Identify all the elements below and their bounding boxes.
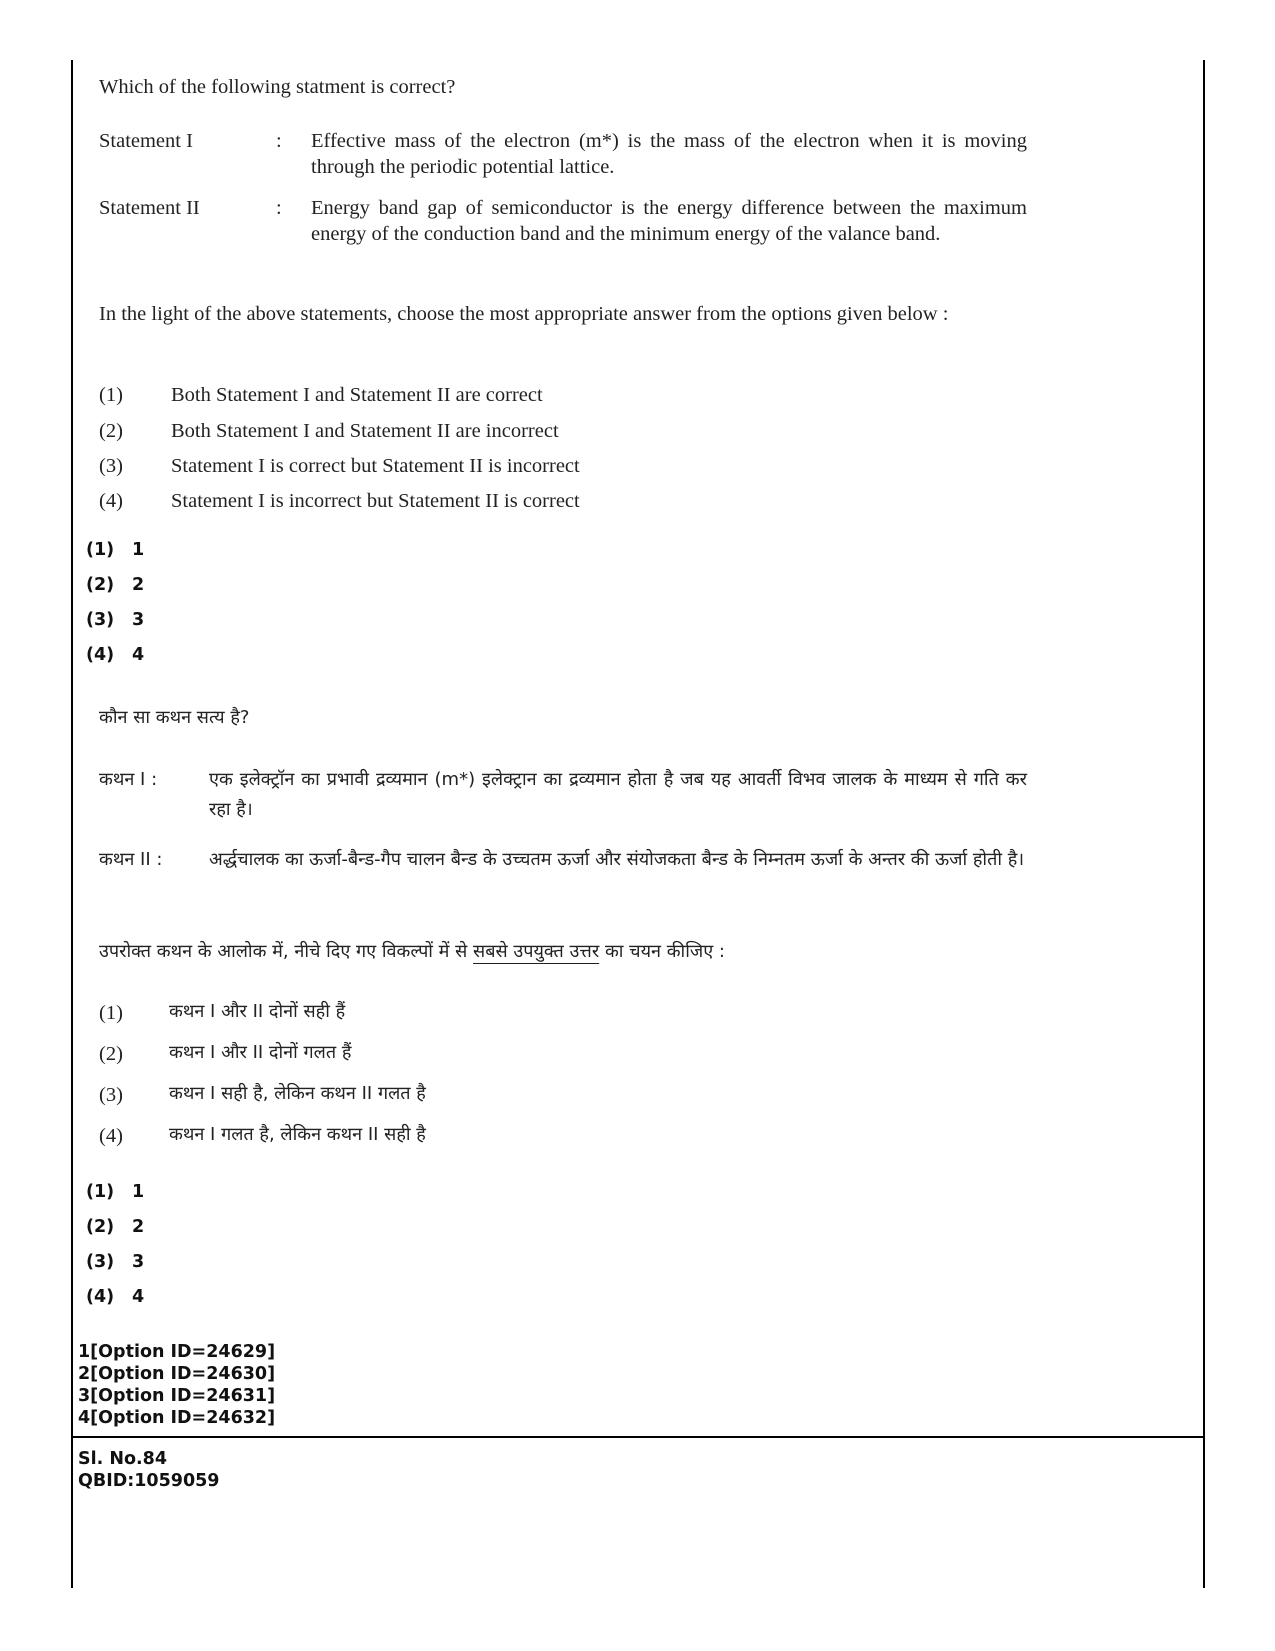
option-number: (2) — [99, 420, 123, 442]
option-text: Statement I is incorrect but Statement II is correct — [171, 490, 580, 512]
option-number: (4) — [99, 1125, 123, 1147]
answer-choice-value: 3 — [132, 610, 145, 630]
answer-choice-number: (4) — [86, 1287, 115, 1307]
statement-1-colon: : — [276, 130, 282, 152]
hindi-statement-2-text: अर्द्धचालक का ऊर्जा-बैन्ड-गैप चालन बैन्ड के उच्चतम ऊर्जा और संयोजकता बैन्ड के निम्नतम ऊर्जा के अन्तर की ऊर्जा होती है। — [209, 849, 1025, 870]
answer-choice-number: (2) — [86, 1217, 115, 1237]
serial-number: Sl. No.84 — [78, 1449, 168, 1469]
answer-choice[interactable] — [86, 645, 144, 665]
answer-choice-number: (2) — [86, 575, 115, 595]
answer-choice[interactable] — [86, 1252, 144, 1272]
answer-choice-value: 4 — [132, 645, 145, 665]
answer-choice[interactable] — [86, 1182, 144, 1202]
statement-2-label: Statement II — [99, 197, 200, 219]
statement-1-label: Statement I — [99, 130, 193, 152]
question-footer — [78, 1448, 220, 1492]
option-id: 1[Option ID=24629] — [78, 1342, 276, 1362]
option-number: (2) — [99, 1043, 123, 1065]
option-text: Statement I is correct but Statement II is incorrect — [171, 455, 580, 477]
hindi-statement-1-label: कथन I : — [99, 769, 158, 790]
english-question: Which of the following statment is correct? — [99, 76, 456, 98]
option-text: कथन I और II दोनों सही हैं — [169, 1001, 346, 1022]
hindi-statement-2-label: कथन II : — [99, 849, 163, 870]
answer-choice[interactable] — [86, 1217, 144, 1237]
option-number: (3) — [99, 455, 123, 477]
answer-choice-number: (3) — [86, 1252, 115, 1272]
option-id-list — [78, 1341, 275, 1429]
option-number: (1) — [99, 384, 123, 406]
hindi-instruction-post: का चयन कीजिए : — [599, 941, 725, 962]
hindi-instruction-underlined: सबसे उपयुक्त उत्तर — [473, 941, 600, 962]
question-bank-id: QBID:1059059 — [78, 1471, 220, 1491]
answer-choice-number: (3) — [86, 610, 115, 630]
statement-1-text: Effective mass of the electron (m*) is the mass of the electron when it is moving through the periodic potential lattice. — [311, 130, 1027, 178]
statement-2-colon: : — [276, 197, 282, 219]
section-divider — [71, 1436, 1205, 1438]
option-text: Both Statement I and Statement II are correct — [171, 384, 543, 406]
answer-choice-value: 3 — [132, 1252, 145, 1272]
answer-choice-number: (1) — [86, 1182, 115, 1202]
hindi-instruction — [99, 937, 725, 967]
option-id: 3[Option ID=24631] — [78, 1386, 276, 1406]
option-text: कथन I गलत है, लेकिन कथन II सही है — [169, 1124, 426, 1145]
option-id: 4[Option ID=24632] — [78, 1408, 276, 1428]
statement-2-text: Energy band gap of semiconductor is the energy difference between the maximum energy of the conduction band and the minimum energy of the valance band. — [311, 197, 1027, 245]
right-border-line — [1203, 60, 1205, 1588]
answer-choice-value: 4 — [132, 1287, 145, 1307]
answer-choice[interactable] — [86, 575, 144, 595]
option-number: (3) — [99, 1084, 123, 1106]
answer-choice[interactable] — [86, 540, 144, 560]
answer-choice-value: 1 — [132, 1182, 145, 1202]
hindi-statement-1-text: एक इलेक्ट्रॉन का प्रभावी द्रव्यमान (m*) इलेक्ट्रान का द्रव्यमान होता है जब यह आवर्ती विभव जालक के माध्यम से गति कर रहा है। — [209, 769, 1027, 820]
answer-choice-number: (1) — [86, 540, 115, 560]
option-id: 2[Option ID=24630] — [78, 1364, 276, 1384]
option-text: कथन I सही है, लेकिन कथन II गलत है — [169, 1083, 426, 1104]
option-number: (1) — [99, 1002, 123, 1024]
answer-choice-value: 2 — [132, 575, 145, 595]
hindi-instruction-pre: उपरोक्त कथन के आलोक में, नीचे दिए गए विकल्पों में से — [99, 941, 474, 962]
answer-choice-value: 2 — [132, 1217, 145, 1237]
option-text: कथन I और II दोनों गलत हैं — [169, 1042, 352, 1063]
answer-choice-number: (4) — [86, 645, 115, 665]
answer-choice-value: 1 — [132, 540, 145, 560]
option-number: (4) — [99, 490, 123, 512]
option-text: Both Statement I and Statement II are incorrect — [171, 420, 559, 442]
answer-choice[interactable] — [86, 610, 144, 630]
left-border-line — [71, 60, 73, 1588]
english-instruction: In the light of the above statements, choose the most appropriate answer from the options given below : — [99, 303, 949, 325]
answer-choice[interactable] — [86, 1287, 144, 1307]
hindi-question: कौन सा कथन सत्य है? — [99, 707, 250, 728]
